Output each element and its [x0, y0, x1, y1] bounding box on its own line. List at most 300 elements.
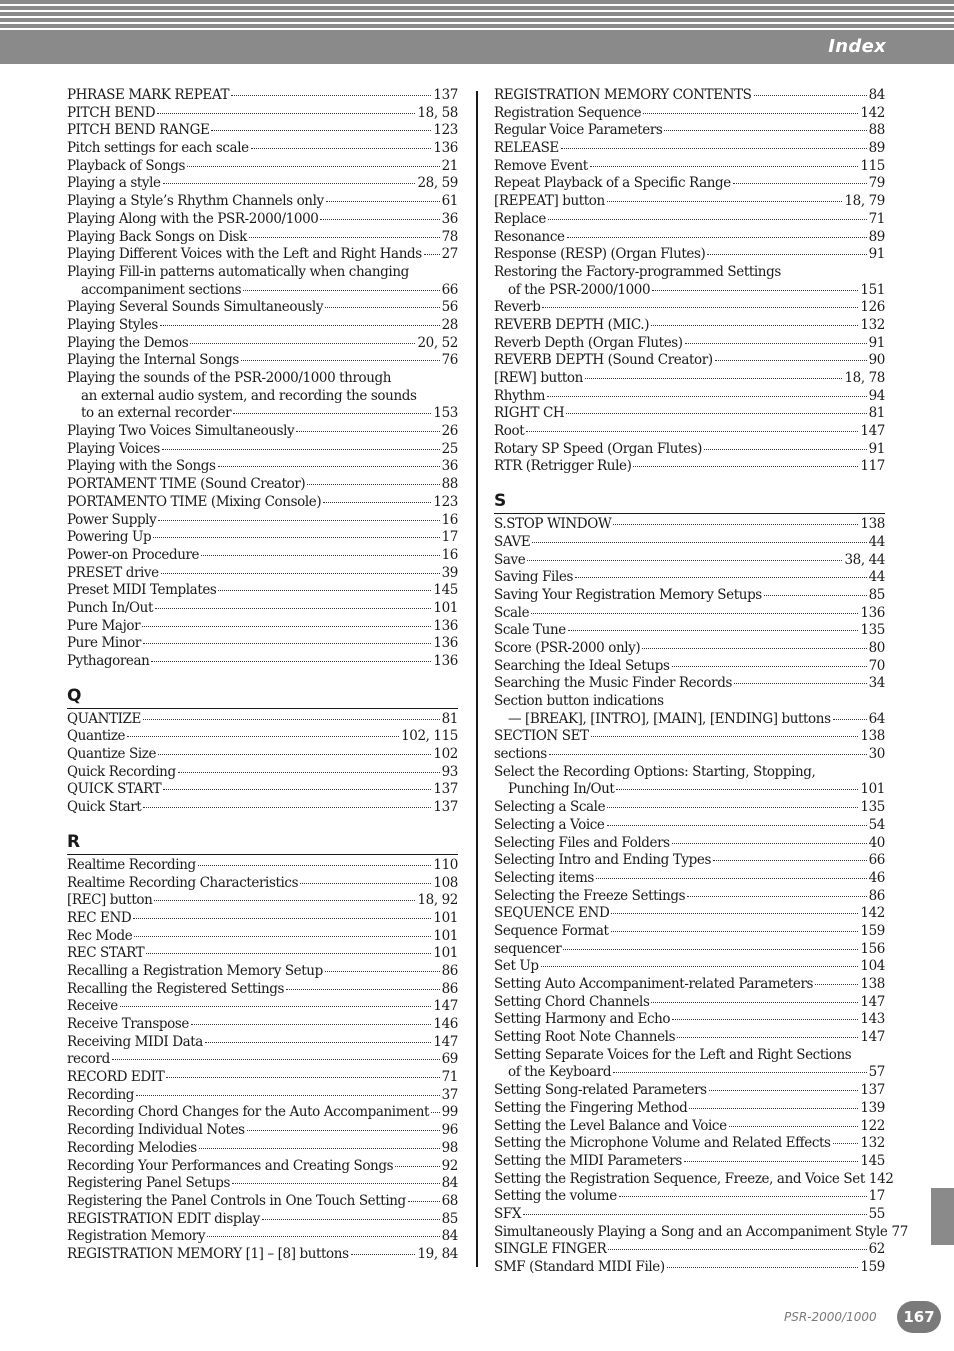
index-term: Selecting Intro and Ending Types [494, 852, 712, 869]
dot-leader [531, 613, 858, 614]
dot-leader [233, 413, 431, 414]
index-entry [494, 781, 885, 799]
index-pages: 69 [441, 1051, 458, 1068]
dot-leader [523, 1214, 867, 1215]
index-pages: 136 [433, 140, 458, 157]
index-pages: 101 [433, 909, 458, 926]
dot-leader [733, 183, 867, 184]
index-pages: 126 [860, 299, 885, 316]
index-term: Scale Tune [494, 622, 566, 639]
index-pages: 81 [441, 710, 458, 727]
index-entry [494, 388, 885, 406]
index-term: Playing with the Songs [67, 458, 216, 475]
dot-leader [729, 1126, 859, 1127]
dot-leader [567, 237, 867, 238]
dot-leader [325, 307, 440, 308]
index-pages: 18, 78 [844, 370, 885, 386]
index-pages: 92 [441, 1157, 458, 1174]
dot-leader [232, 1183, 440, 1184]
index-pages: 147 [433, 998, 458, 1015]
index-pages: 62 [868, 1241, 885, 1258]
index-entry [67, 512, 458, 530]
index-entry [67, 600, 458, 618]
dot-leader [134, 936, 431, 937]
dot-leader [146, 953, 431, 954]
page-title: Index [828, 36, 886, 57]
index-term: Preset MIDI Templates [67, 582, 217, 599]
dot-leader [527, 560, 842, 561]
index-term: Root [494, 423, 525, 440]
section-heading: S [494, 489, 885, 514]
index-term: Playing a Style’s Rhythm Channels only [67, 193, 324, 210]
index-pages: 94 [868, 387, 885, 404]
dot-leader [611, 931, 859, 932]
index-term: of the Keyboard [508, 1064, 612, 1081]
index-term: Pure Major [67, 617, 141, 634]
index-pages: 137 [433, 87, 458, 103]
index-entry [494, 175, 885, 193]
index-term: Setting the volume [494, 1188, 617, 1205]
dot-leader [713, 860, 867, 861]
dot-leader [243, 290, 439, 291]
index-entry [494, 1011, 885, 1029]
index-pages: 80 [868, 639, 885, 656]
index-term: Playing the sounds of the PSR-2000/1000 through [67, 370, 392, 386]
index-entry [494, 888, 885, 906]
index-entry [67, 1175, 458, 1193]
dot-leader [136, 1095, 440, 1096]
index-term: RIGHT CH [494, 405, 565, 422]
index-term: PHRASE MARK REPEAT [67, 87, 230, 103]
index-pages: 136 [433, 635, 458, 652]
index-term: Playback of Songs [67, 157, 186, 174]
index-entry [67, 963, 458, 981]
index-entry [494, 1064, 885, 1082]
index-term: Playing Voices [67, 440, 160, 457]
dot-leader [112, 1059, 440, 1060]
index-term: Set Up [494, 958, 539, 975]
index-entry [494, 441, 885, 459]
index-entry [494, 675, 885, 693]
dot-leader [651, 325, 858, 326]
index-entry [67, 781, 458, 799]
index-term: Response (RESP) (Organ Flutes) [494, 246, 706, 263]
index-term: Repeat Playback of a Specific Range [494, 175, 731, 192]
index-term: Playing Several Sounds Simultaneously [67, 299, 324, 316]
index-term: Rec Mode [67, 927, 133, 944]
index-entry [494, 817, 885, 835]
dot-leader [707, 254, 866, 255]
index-term: SMF (Standard MIDI File) [494, 1259, 665, 1275]
index-term: SFX [494, 1205, 522, 1222]
index-pages: 115 [860, 157, 885, 174]
index-pages: 84 [441, 1175, 458, 1192]
index-entry [494, 640, 885, 658]
dot-leader [190, 343, 415, 344]
index-term: sections [494, 746, 547, 763]
index-pages: 78 [441, 228, 458, 245]
index-term: SECTION SET [494, 728, 589, 745]
index-pages: 136 [433, 653, 458, 669]
index-column-left [67, 87, 458, 1264]
index-pages: 142 [860, 104, 885, 121]
index-term: Recalling the Registered Settings [67, 980, 285, 997]
index-term: [REPEAT] button [494, 193, 605, 210]
index-entry [67, 1087, 458, 1105]
index-term: Punching In/Out [508, 781, 615, 798]
index-entry [494, 229, 885, 247]
index-pages: 101 [433, 945, 458, 962]
index-entry [67, 728, 458, 746]
index-entry [494, 905, 885, 923]
index-entry [67, 352, 458, 370]
header-stripes [0, 0, 954, 34]
index-pages: 71 [868, 210, 885, 227]
index-pages: 16 [441, 511, 458, 528]
index-term: Quick Start [67, 799, 142, 816]
dot-leader [613, 524, 858, 525]
index-entry [67, 1158, 458, 1176]
index-pages: 86 [441, 980, 458, 997]
dot-leader [143, 719, 440, 720]
dot-leader [162, 449, 440, 450]
dot-leader [163, 183, 416, 184]
index-entry [494, 405, 885, 423]
index-entry [494, 211, 885, 229]
index-term: — [BREAK], [INTRO], [MAIN], [ENDING] buttons [508, 710, 831, 727]
index-entry [494, 534, 885, 552]
index-entry [67, 1140, 458, 1158]
index-pages: 143 [860, 1011, 885, 1028]
index-pages: 25 [441, 440, 458, 457]
dot-leader [764, 595, 867, 596]
dot-leader [754, 95, 867, 96]
index-term: Selecting a Voice [494, 816, 605, 833]
footer-model-name: PSR-2000/1000 [784, 1310, 877, 1324]
index-entry [494, 246, 885, 264]
dot-leader [323, 502, 431, 503]
dot-leader [685, 343, 867, 344]
index-term: S.STOP WINDOW [494, 516, 612, 533]
dot-leader [207, 1236, 440, 1237]
index-term: Registration Memory [67, 1228, 206, 1245]
dot-leader [326, 201, 440, 202]
index-term: Saving Files [494, 569, 573, 586]
index-entry [494, 587, 885, 605]
dot-leader [704, 449, 867, 450]
index-pages: 138 [860, 976, 885, 992]
index-term: Recording Individual Notes [67, 1122, 245, 1139]
dot-leader [596, 878, 867, 879]
index-term: QUICK START [67, 781, 162, 798]
index-entry [494, 1082, 885, 1100]
dot-leader [320, 219, 439, 220]
index-term: Power-on Procedure [67, 546, 200, 563]
index-pages: 99 [441, 1104, 458, 1121]
index-pages: 79 [868, 175, 885, 192]
index-entry [494, 994, 885, 1012]
index-pages: 44 [868, 533, 885, 550]
index-term: Recording Chord Changes for the Auto Accompaniment [67, 1104, 430, 1121]
index-pages: 88 [441, 476, 458, 493]
index-entry [67, 653, 458, 671]
index-pages: 89 [868, 228, 885, 245]
index-term: Setting Song-related Parameters [494, 1082, 707, 1099]
index-entry [67, 388, 458, 406]
index-pages: 135 [860, 799, 885, 816]
dot-leader [608, 1249, 866, 1250]
index-entry [67, 87, 458, 105]
dot-leader [549, 754, 867, 755]
index-term: Simultaneously Playing a Song and an Accompaniment Style [494, 1223, 888, 1240]
dot-leader [247, 1130, 440, 1131]
index-entry [67, 1211, 458, 1229]
index-entry [67, 635, 458, 653]
index-entry [67, 1122, 458, 1140]
index-pages: 86 [868, 887, 885, 904]
index-entry [67, 928, 458, 946]
index-pages: 68 [441, 1192, 458, 1209]
index-term: Setting the Level Balance and Voice [494, 1117, 727, 1134]
index-term: Restoring the Factory-programmed Settings [494, 263, 781, 280]
dot-leader [672, 666, 867, 667]
index-term: REVERB DEPTH (Sound Creator) [494, 352, 713, 369]
dot-leader [155, 608, 431, 609]
dot-leader [563, 949, 858, 950]
index-entry [67, 158, 458, 176]
index-entry [494, 852, 885, 870]
dot-leader [585, 378, 843, 379]
index-term: Pythagorean [67, 653, 150, 669]
index-pages: 137 [433, 781, 458, 798]
index-term: Resonance [494, 228, 565, 245]
index-entry [494, 799, 885, 817]
section-heading: R [67, 830, 458, 855]
dot-leader [286, 989, 440, 990]
index-entry [67, 458, 458, 476]
index-term: Setting the Fingering Method [494, 1099, 688, 1116]
index-term: Scale [494, 604, 530, 621]
index-entry [67, 892, 458, 910]
index-pages: 40 [868, 834, 885, 851]
index-entry [494, 870, 885, 888]
dot-leader [616, 789, 858, 790]
index-entry [494, 458, 885, 476]
index-pages: 122 [860, 1117, 885, 1134]
index-pages: 76 [441, 352, 458, 369]
index-entry [67, 140, 458, 158]
index-term: Setting the MIDI Parameters [494, 1152, 682, 1169]
index-term: Recalling a Registration Memory Setup [67, 962, 323, 979]
index-entry [67, 547, 458, 565]
index-term: Receive Transpose [67, 1016, 189, 1032]
dot-leader [154, 900, 415, 901]
index-term: Receive [67, 998, 118, 1015]
index-entry [494, 317, 885, 335]
index-term: PITCH BEND [67, 104, 156, 121]
index-pages: 123 [433, 493, 458, 510]
dot-leader [231, 95, 431, 96]
index-pages: 39 [441, 564, 458, 581]
dot-leader [607, 807, 858, 808]
index-term: Playing a style [67, 175, 161, 192]
index-entry [494, 105, 885, 123]
index-term: Playing Along with the PSR-2000/1000 [67, 210, 319, 227]
dot-leader [643, 113, 858, 114]
index-pages: 88 [868, 122, 885, 139]
header-band [0, 0, 954, 64]
index-term: REC START [67, 945, 145, 962]
dot-leader [133, 918, 431, 919]
index-term: Replace [494, 210, 546, 227]
index-pages: 137 [860, 1082, 885, 1099]
index-pages: 142 [860, 905, 885, 922]
index-pages: 27 [441, 246, 458, 263]
index-entry [67, 1104, 458, 1122]
index-pages: 66 [868, 852, 885, 869]
index-pages: 38, 44 [844, 551, 885, 568]
index-pages: 54 [868, 816, 885, 833]
index-term: Recording [67, 1086, 134, 1103]
index-pages: 159 [860, 1259, 885, 1275]
index-term: Save [494, 551, 526, 568]
index-pages: 137 [433, 799, 458, 816]
index-pages: 139 [860, 1099, 885, 1116]
index-entry [67, 246, 458, 264]
index-term: record [67, 1051, 110, 1068]
index-entry [494, 1241, 885, 1259]
index-entry [67, 711, 458, 729]
index-term: RECORD EDIT [67, 1069, 165, 1086]
index-term: PITCH BEND RANGE [67, 122, 210, 139]
dot-leader [300, 883, 431, 884]
dot-leader [424, 254, 440, 255]
index-term: Punch In/Out [67, 599, 153, 616]
dot-leader [307, 484, 439, 485]
index-pages: 18, 92 [417, 892, 458, 909]
dot-leader [325, 971, 440, 972]
dot-leader [296, 431, 439, 432]
index-entry [494, 1029, 885, 1047]
dot-leader [652, 290, 858, 291]
index-entry [67, 1016, 458, 1034]
index-entry [494, 1100, 885, 1118]
dot-leader [607, 825, 867, 826]
index-pages: 61 [441, 193, 458, 210]
index-entry [494, 958, 885, 976]
index-term: Quick Recording [67, 763, 176, 780]
index-term: Selecting Files and Folders [494, 834, 670, 851]
index-term: Power Supply [67, 511, 157, 528]
index-term: Pure Minor [67, 635, 141, 652]
index-term: Searching the Music Finder Records [494, 675, 732, 692]
index-entry [494, 923, 885, 941]
dot-leader [127, 736, 399, 737]
index-entry [67, 317, 458, 335]
index-term: Playing Styles [67, 316, 158, 333]
index-pages: 108 [433, 874, 458, 891]
index-pages: 56 [441, 299, 458, 316]
dot-leader [633, 466, 858, 467]
dot-leader [833, 1143, 859, 1144]
index-term: REGISTRATION EDIT display [67, 1210, 260, 1227]
index-entry [67, 910, 458, 928]
index-entry [494, 1223, 908, 1242]
index-entry [67, 175, 458, 193]
index-term: Setting Harmony and Echo [494, 1011, 671, 1028]
index-pages: 77 [891, 1223, 908, 1240]
index-entry [67, 299, 458, 317]
index-pages: 104 [860, 958, 885, 975]
dot-leader [709, 1090, 859, 1091]
index-term: Quantize [67, 728, 126, 745]
dot-leader [677, 1037, 858, 1038]
index-pages: 147 [860, 993, 885, 1010]
index-pages: 36 [441, 458, 458, 475]
dot-leader [160, 325, 440, 326]
index-term: an external audio system, and recording the sounds [81, 387, 417, 404]
index-entry [494, 1206, 885, 1224]
index-entry [67, 105, 458, 123]
index-entry [67, 1069, 458, 1087]
index-entry [494, 976, 885, 994]
dot-leader [191, 1024, 431, 1025]
dot-leader [715, 360, 867, 361]
index-term: [REC] button [67, 892, 153, 909]
dot-leader [642, 648, 866, 649]
index-entry [494, 1153, 885, 1171]
index-pages: 91 [868, 246, 885, 263]
index-term: SAVE [494, 533, 531, 550]
index-pages: 86 [441, 962, 458, 979]
dot-leader [575, 577, 867, 578]
index-pages: 96 [441, 1122, 458, 1139]
index-pages: 70 [868, 657, 885, 674]
index-pages: 91 [868, 334, 885, 351]
index-pages: 117 [860, 458, 885, 475]
dot-leader [199, 1148, 440, 1149]
index-entry [494, 941, 885, 959]
index-term: REGISTRATION MEMORY [1] – [8] buttons [67, 1245, 349, 1262]
dot-leader [431, 1112, 440, 1113]
index-pages: 136 [433, 617, 458, 634]
index-entry [494, 569, 885, 587]
index-pages: 71 [441, 1069, 458, 1086]
index-pages: 136 [860, 604, 885, 621]
index-pages: 135 [860, 622, 885, 639]
dot-leader [249, 237, 440, 238]
dot-leader [218, 590, 431, 591]
index-term: Section button indications [494, 693, 664, 709]
dot-leader [408, 1201, 440, 1202]
index-entry [494, 658, 885, 676]
index-entry [67, 1193, 458, 1211]
index-entry [494, 605, 885, 623]
index-entry [494, 1170, 894, 1189]
index-pages: 81 [868, 405, 885, 422]
dot-leader [218, 466, 440, 467]
index-term: Powering Up [67, 529, 152, 546]
dot-leader [157, 113, 415, 114]
dot-leader [568, 630, 859, 631]
index-entry [67, 529, 458, 547]
index-term: QUANTIZE [67, 710, 141, 727]
index-entry [494, 335, 885, 353]
index-pages: 123 [433, 122, 458, 139]
dot-leader [158, 754, 431, 755]
index-term: Registration Sequence [494, 104, 642, 121]
index-term: sequencer [494, 940, 562, 957]
